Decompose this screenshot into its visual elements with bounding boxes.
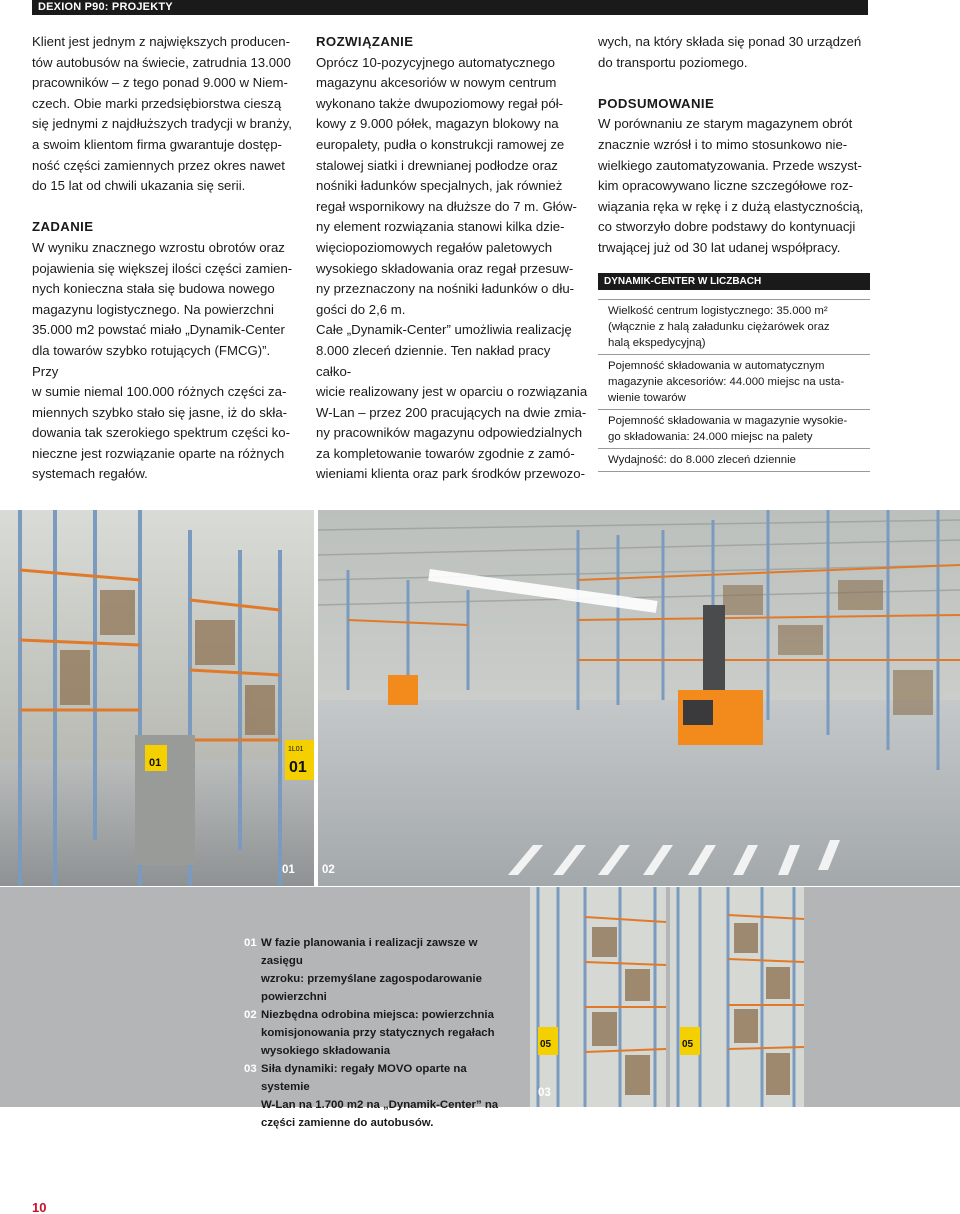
body-line: trwającej już od 30 lat udanej współpracy. [598,239,841,255]
body-line: magazynu akcesoriów w nowym centrum [316,75,557,91]
fact-line: go składowania: 24.000 miejsc na palety [608,430,813,443]
fact-line: wienie towarów [608,391,686,404]
text-column-3 [598,32,870,472]
body-line: nośniki ładunków specjalnych, jak również [316,178,563,194]
body-line: się jednymi z najdłuższych tradycji w branży, [32,116,292,132]
caption-item [244,934,516,1006]
section-title: DEXION P90: PROJEKTY [38,1,173,13]
task-heading: ZADANIE [32,219,94,235]
body-line: za kompletowanie towarów zgodnie z zamó- [316,445,575,461]
body-line: dla towarów szybko rotujących (FMCG)”. Przy [32,342,271,379]
facts-list [598,299,870,472]
body-line: pojawienia się większej ilości części zamien- [32,260,293,276]
photo-movo-racks-left [530,887,666,1107]
fact-line: halą ekspedycyjną) [608,336,706,349]
body-line: 8.000 zleceń dziennie. Ten nakład pracy całko- [316,342,551,379]
caption-number: 02 [244,1009,257,1021]
photo-number: 03 [538,1087,551,1099]
fact-item [598,355,870,410]
body-line: nych konieczna stała się budowa nowego [32,281,275,297]
caption-line: powierzchni [261,991,327,1003]
body-line: wych, na który składa się ponad 30 urządzeń [598,34,862,49]
body-line: ny pracowników magazynu odpowiedzialnych [316,425,583,441]
body-line: pracowników – z tego ponad 9.000 w Niem- [32,75,288,91]
body-line: do 15 lat od chwili ukazania się serii. [32,178,246,194]
body-line: znacznie wzrósł i to mimo stosunkowo nie- [598,136,848,152]
caption-line: Niezbędna odrobina miejsca: powierzchnia [261,1009,494,1021]
caption-item [244,1060,516,1132]
body-line: wykonano także dwupoziomowy regał pół- [316,95,564,111]
photo-warehouse-racks [0,510,314,886]
body-line: ność części zamiennych przez okres nawet [32,157,285,173]
photo-warehouse-forklift [318,510,960,886]
body-line: wiązania ręka w rękę i z dużą elastycznością, [598,198,864,214]
body-line: wicie realizowany jest w oparciu o rozwiązania [316,384,588,400]
caption-line: Siła dynamiki: regały MOVO oparte na systemie [261,1063,467,1093]
fact-line: magazynie akcesoriów: 44.000 miejsc na usta- [608,375,845,388]
caption-line: W fazie planowania i realizacji zawsze w zasięgu [261,937,478,967]
caption-line: wzroku: przemyślane zagospodarowanie [261,973,482,985]
body-line: co stworzyło dobre podstawy do kontynuacji [598,219,856,235]
fact-line: Pojemność składowania w automatycznym [608,359,825,372]
body-line: europalety, pudła o konstrukcji ramowej ze [316,136,565,152]
body-line: wysokiego składowania oraz regał przesuw- [316,260,574,276]
body-line: nieczne jest rozwiązanie oparte na różnych [32,445,285,461]
fact-line: (włącznie z halą załadunku ciężarówek oraz [608,320,830,333]
body-line: gości do 2,6 m. [316,301,406,317]
rack-sign-text: 05 [540,1039,552,1050]
caption-line: wysokiego składowania [261,1045,391,1057]
caption-number: 03 [244,1063,257,1075]
body-line: ny element rozwiązania stanowi kilka dzie- [316,219,565,235]
body-line: dowania tak szerokiego spektrum części ko- [32,425,290,441]
summary-heading: PODSUMOWANIE [598,95,715,111]
fact-line: Wydajność: do 8.000 zleceń dziennie [608,453,796,466]
photo-number: 01 [282,864,295,876]
text-column-1 [32,32,300,485]
caption-line: części zamienne do autobusów. [261,1117,434,1129]
body-line: W-Lan – przez 200 pracujących na dwie zmia- [316,404,587,420]
body-line: miennych szybko stało się jasne, iż do skła- [32,404,288,420]
fact-line: Pojemność składowania w magazynie wysokie- [608,414,848,427]
body-line: stalowej siatki i drewnianej podłodze oraz [316,157,558,173]
body-line: wieniami klienta oraz park środków przewozo- [316,466,585,482]
body-line: a swoim klientom firma gwarantuje dostęp- [32,136,282,152]
body-line: W porównaniu ze starym magazynem obrót [598,116,853,132]
section-header-bar [32,0,868,15]
fact-item [598,410,870,449]
body-line: systemach regałów. [32,466,148,482]
body-line: Klient jest jednym z największych producen- [32,34,291,49]
body-line: Całe „Dynamik-Center” umożliwia realizację [316,322,572,338]
body-line: magazynu logistycznego. Na powierzchni [32,301,274,317]
body-line: w sumie niemal 100.000 różnych części za- [32,384,287,400]
photo-number: 02 [322,864,335,876]
body-line: tów autobusów na świecie, zatrudnia 13.000 [32,54,291,70]
solution-heading: ROZWIĄZANIE [316,34,414,49]
body-line: W wyniku znacznego wzrostu obrotów oraz [32,239,285,255]
body-line: wielkiego zautomatyzowania. Przede wszyst- [598,157,862,173]
body-line: ny przeznaczony na nośniki ładunków o dłu- [316,281,575,297]
facts-box-title: DYNAMIK-CENTER W LICZBACH [598,273,870,290]
caption-number: 01 [244,937,257,949]
body-line: Oprócz 10-pozycyjnego automatycznego [316,54,555,70]
body-line: do transportu poziomego. [598,54,748,70]
rack-sign-small: 1L01 [288,746,304,753]
body-line: czech. Obie marki przedsiębiorstwa cieszą [32,95,282,111]
body-line: 35.000 m2 powstać miało „Dynamik-Center [32,322,285,338]
rack-sign-text: 01 [149,757,162,769]
photo-captions [244,934,516,1132]
body-line: regał wspornikowy na dłuższe do 7 m. Głów- [316,198,577,214]
rack-sign-text: 01 [289,759,307,776]
page-number: 10 [32,1200,47,1214]
rack-sign-text: 05 [682,1039,694,1050]
caption-line: komisjonowania przy statycznych regałach [261,1027,495,1039]
photo-movo-racks-right [670,887,804,1107]
text-column-2 [316,32,588,485]
caption-line: W-Lan na 1.700 m2 na „Dynamik-Center” na [261,1099,499,1111]
body-line: kim opracowywano liczne szczegółowe roz- [598,178,854,194]
fact-item [598,300,870,355]
body-line: więciopoziomowych regałów paletowych [316,239,553,255]
caption-item [244,1006,516,1060]
body-line: kowy z 9.000 półek, magazyn blokowy na [316,116,559,132]
fact-item [598,449,870,472]
fact-line: Wielkość centrum logistycznego: 35.000 m² [608,304,828,317]
